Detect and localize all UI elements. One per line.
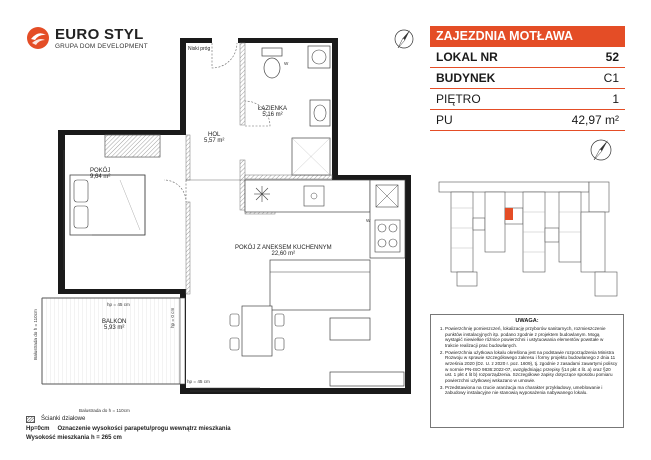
toilet-bowl [264, 58, 280, 78]
info-row-budynek [430, 68, 625, 89]
w-label: W [366, 218, 371, 223]
niski-prog-label: Niski próg [188, 46, 211, 52]
info-row-pu [430, 110, 625, 131]
bathroom-sink [310, 100, 330, 126]
room-hol [204, 132, 224, 144]
hp-label: hp = 45 cm [187, 379, 210, 384]
project-title: ZAJEZDNIA MOTŁAWA [430, 26, 625, 47]
extractor-fan-icon [254, 186, 270, 202]
balcony-deck [42, 298, 180, 384]
building-key-plan [437, 178, 627, 304]
room-name: BALKON [102, 319, 127, 325]
room-name: POKÓJ Z ANEKSEM KUCHENNYM [235, 245, 332, 251]
room-area: 5,57 m² [204, 138, 225, 144]
compass-icon [587, 136, 615, 164]
brand-subtitle: GRUPA DOM DEVELOPMENT [55, 43, 148, 50]
room-area: 22,60 m² [271, 251, 296, 257]
brand-name: EURO STYL [55, 26, 144, 43]
floor-plan [30, 30, 430, 430]
info-row-pietro [430, 89, 625, 110]
info-row-lokal [430, 47, 625, 68]
info-value: C1 [603, 71, 619, 85]
balustrada-label: Balustrada do h = 110cm [33, 309, 38, 360]
info-value: 52 [605, 50, 619, 64]
hp-label: hp = 0 cm [170, 307, 175, 328]
legend-height-key: Wysokość mieszkania [26, 435, 90, 441]
room-balkon [102, 319, 126, 331]
note-item: 3. Przedstawiona na rzucie aranżacja ma charakter przykładowy, umeblowanie i zabudowy instalacyjne nie stanowią wyposażenia nabywanego lokalu. [445, 385, 618, 396]
legend-hp-key: Hp=0cm [26, 426, 50, 432]
hp-label: hp = 45 cm [107, 302, 130, 307]
info-label: PIĘTRO [436, 92, 481, 106]
room-name: HOL [208, 132, 221, 138]
bed-pillow [74, 180, 88, 202]
note-item: 1. Powierzchnię pomieszczeń, lokalizację przyborów sanitarnych, rozmieszczenie punktów instalacyjnych itp. podano zgodnie z projektem budowlanym. Mogą wystąpić niewielkie różnice powierzchni i ustytuowania elementów powstałe w trakcie realizacji prac budowlanych. [445, 326, 618, 349]
info-label: PU [436, 113, 453, 127]
room-area: 5,93 m² [104, 325, 125, 331]
compass-icon [391, 26, 417, 52]
room-name: ŁAZIENKA [258, 106, 288, 112]
washing-machine [308, 46, 330, 68]
notes-box [430, 314, 624, 428]
sofa [270, 260, 370, 310]
coffee-table [330, 318, 370, 340]
note-item: 2. Powierzchnia użytkowa lokalu określona jest na podstawie rozporządzenia Ministra Rozwoju w sprawie szczegółowego zakresu i formy projektu budowlanego z dnia 11 września 2020 (Dz. U. z 2020 r. poz. 1609), tj. zgodnie z zasadami zawartymi poliscy w normie PN-ISO 9836:2022-07, uwzględniając przepisy §14 pkt 4 lit. a) oraz §20 ust. 1 pkt 4 lit b) rozporządzenia. Szczegółowe zapisy dotyczące sposobu pomiaru powierzchni użytkowej wskazano w umowie. [445, 350, 618, 384]
wardrobe [105, 135, 160, 157]
notes-title: UWAGA: [515, 318, 539, 324]
kitchen-sink [304, 186, 324, 206]
balcony-door [180, 298, 185, 384]
bedroom-door [164, 180, 186, 202]
floor-plan-drawing [30, 30, 430, 430]
balustrada-label: Balustrada do h = 110cm [79, 408, 130, 413]
room-name: POKÓJ [90, 168, 111, 174]
info-value: 1 [612, 92, 619, 106]
highlighted-unit [505, 208, 513, 220]
legend-hp-desc: Oznaczenie wysokości parapetu/progu wewnątrz mieszkania [57, 426, 231, 432]
bed-pillow [74, 206, 88, 228]
unit-info-panel [430, 26, 625, 131]
w-label: W [284, 61, 289, 66]
info-label: LOKAL NR [436, 50, 498, 64]
room-lazienka [258, 106, 287, 118]
legend-partition: Ścianki działowe [41, 416, 86, 422]
legend-height-value: h = 265 cm [90, 435, 122, 441]
room-area: 5,16 m² [262, 112, 283, 118]
info-value: 42,97 m² [571, 113, 619, 127]
partition-swatch [26, 416, 35, 423]
tv-unit [330, 372, 404, 386]
dining-table [242, 306, 272, 356]
entrance-door [212, 43, 237, 68]
room-pokoj-aneks [235, 245, 332, 257]
toilet-tank [262, 48, 282, 56]
info-label: BUDYNEK [436, 71, 496, 85]
room-area: 9,64 m² [90, 174, 111, 180]
room-pokoj [90, 168, 110, 180]
